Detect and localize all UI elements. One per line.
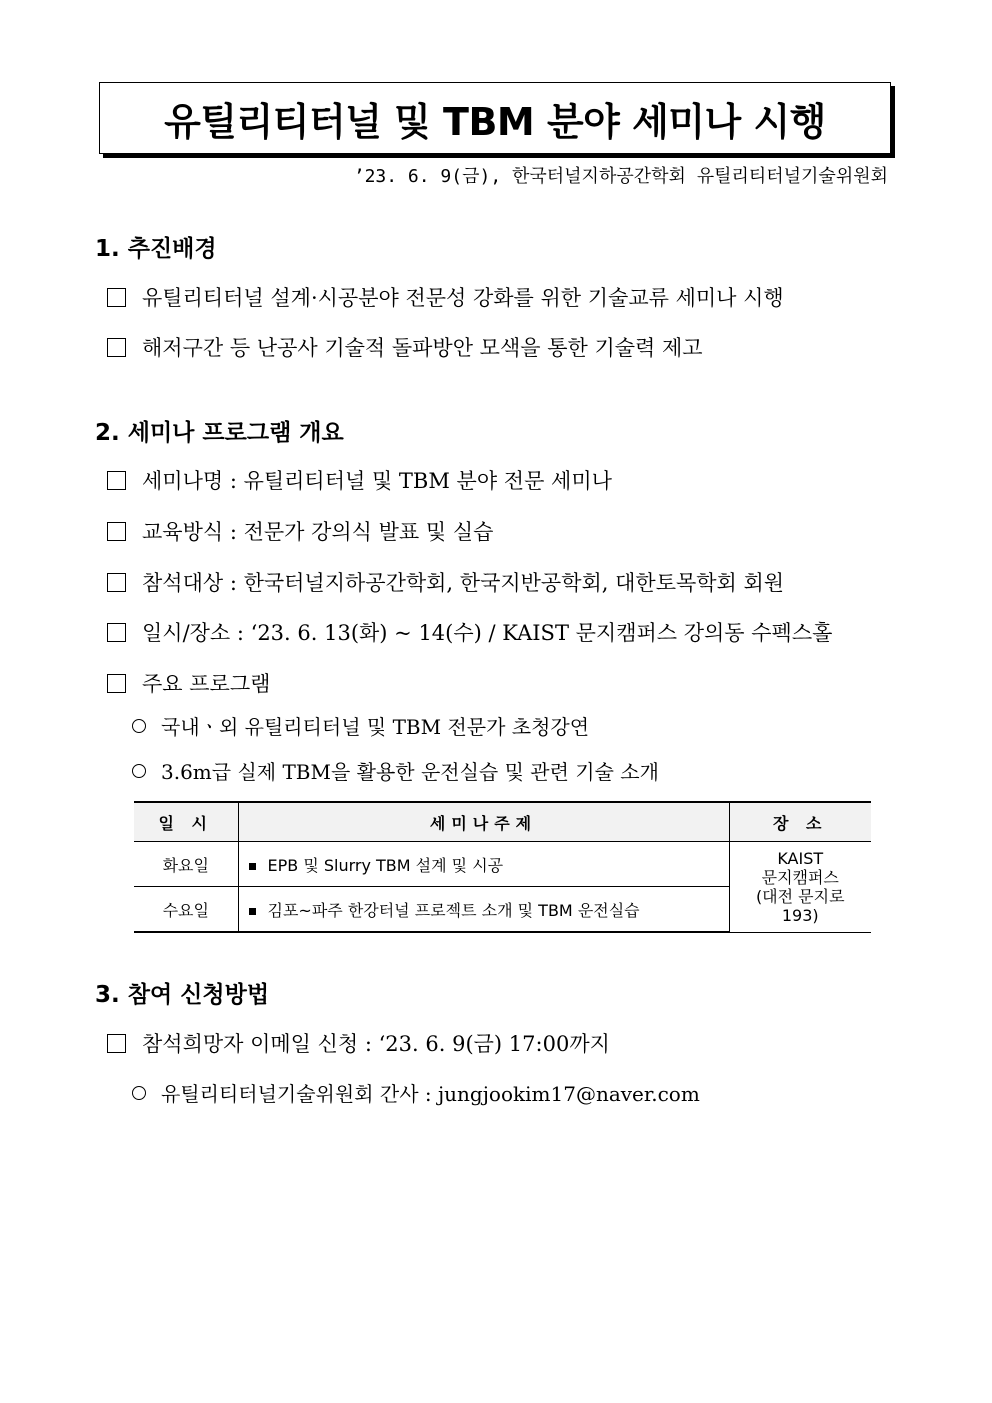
list-item-text: 일시/장소 : ‘23. 6. 13(화) ~ 14(수) / KAIST 문지캠퍼스 강의동 수펙스홀 xyxy=(142,621,833,645)
sub-item xyxy=(132,756,659,785)
byline: ’23. 6. 9(금), 한국터널지하공간학회 유틸리티터널기술위원회 xyxy=(353,166,888,187)
circle-bullet-icon xyxy=(132,1086,146,1100)
program-table xyxy=(134,801,871,933)
sub-item-text: 유틸리티터널기술위원회 간사 : jungjookim17@naver.com xyxy=(161,1082,700,1106)
checkbox-square-icon xyxy=(107,623,126,642)
list-item xyxy=(107,668,270,698)
list-item-text: 교육방식 : 전문가 강의식 발표 및 실습 xyxy=(142,520,494,544)
section-heading-background: 1. 추진배경 xyxy=(95,236,217,262)
header-topic: 세미나주제 xyxy=(238,802,729,842)
list-item xyxy=(107,516,493,546)
title-box xyxy=(99,82,891,154)
list-item-text: 해저구간 등 난공사 기술적 돌파방안 모색을 통한 기술력 제고 xyxy=(142,336,703,360)
cell-day: 화요일 xyxy=(134,842,238,887)
header-datetime: 일 시 xyxy=(134,802,238,842)
list-item xyxy=(107,567,784,597)
document-title: 유틸리티터널 및 TBM 분야 세미나 시행 xyxy=(164,99,826,144)
cell-day: 수요일 xyxy=(134,887,238,933)
checkbox-square-icon xyxy=(107,674,126,693)
checkbox-square-icon xyxy=(107,573,126,592)
cell-topic xyxy=(238,842,729,887)
section-heading-application: 3. 참여 신청방법 xyxy=(95,982,270,1008)
square-bullet-icon xyxy=(249,908,256,915)
venue-line: 문지캠퍼스 xyxy=(761,867,839,887)
checkbox-square-icon xyxy=(107,338,126,357)
table-header-row xyxy=(134,802,871,842)
list-item xyxy=(107,465,612,495)
sub-item xyxy=(132,1078,700,1107)
list-item-text: 주요 프로그램 xyxy=(142,672,271,696)
sub-item-text: 국내ㆍ외 유틸리티터널 및 TBM 전문가 초청강연 xyxy=(161,715,590,739)
header-venue: 장 소 xyxy=(729,802,871,842)
venue-line: KAIST xyxy=(777,848,824,868)
cell-venue xyxy=(729,842,871,933)
sub-item-text: 3.6m급 실제 TBM을 활용한 운전실습 및 관련 기술 소개 xyxy=(161,760,659,784)
checkbox-square-icon xyxy=(107,1034,126,1053)
checkbox-square-icon xyxy=(107,471,126,490)
topic-text: 김포~파주 한강터널 프로젝트 소개 및 TBM 운전실습 xyxy=(267,900,640,920)
table-row xyxy=(134,842,871,887)
venue-line: (대전 문지로 193) xyxy=(755,886,845,925)
list-item xyxy=(107,617,832,647)
circle-bullet-icon xyxy=(132,719,146,733)
list-item-text: 유틸리티터널 설계·시공분야 전문성 강화를 위한 기술교류 세미나 시행 xyxy=(142,286,784,310)
list-item xyxy=(107,332,703,362)
cell-topic xyxy=(238,887,729,933)
square-bullet-icon xyxy=(249,863,256,870)
list-item-text: 세미나명 : 유틸리티터널 및 TBM 분야 전문 세미나 xyxy=(142,469,612,493)
checkbox-square-icon xyxy=(107,522,126,541)
section-heading-program: 2. 세미나 프로그램 개요 xyxy=(95,420,344,446)
list-item xyxy=(107,282,784,312)
checkbox-square-icon xyxy=(107,288,126,307)
topic-text: EPB 및 Slurry TBM 설계 및 시공 xyxy=(267,855,504,875)
sub-item xyxy=(132,711,589,740)
list-item xyxy=(107,1028,610,1058)
list-item-text: 참석희망자 이메일 신청 : ‘23. 6. 9(금) 17:00까지 xyxy=(142,1032,610,1056)
list-item-text: 참석대상 : 한국터널지하공간학회, 한국지반공학회, 대한토목학회 회원 xyxy=(142,571,785,595)
circle-bullet-icon xyxy=(132,764,146,778)
